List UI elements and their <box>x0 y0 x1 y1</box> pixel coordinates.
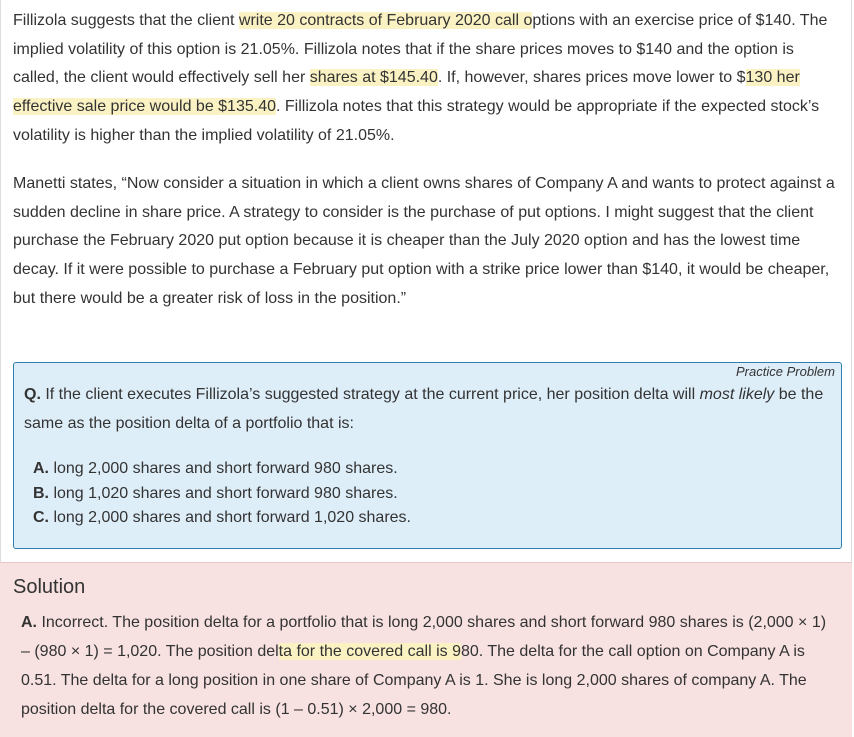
choice-text: long 1,020 shares and short forward 980 shares. <box>49 484 398 502</box>
text-run: . Fillizola notes that this strategy would be appropriate if the expected stock’s volatility is higher than the implied volatility of 21.05%. <box>13 98 820 144</box>
practice-problem-label: Practice Problem <box>736 364 835 379</box>
text-run: . If, however, shares prices move lower to $ <box>437 69 746 87</box>
text-run: ptions with an exercise price of $140. The implied volatility of this option is 21.05%. Fillizola notes that if the share prices moves to $140 and the option is called, the client would effectively sell her <box>13 12 828 87</box>
question-text <box>24 381 834 438</box>
question-prefix: Q. <box>24 386 41 403</box>
highlighted-text: write 20 contracts of February 2020 call o <box>238 12 533 29</box>
text-run: 80. The delta for the call option on Company A is 0.51. The delta for a long position in one share of Company A is 1. She is long 2,000 shares of company A. The position delta for the covered call is (1 – 0.51) × 2,000 = 980. <box>21 643 807 718</box>
choice-a[interactable] <box>33 457 411 482</box>
solution-title: Solution <box>13 576 86 598</box>
text-run: Fillizola suggests that the client <box>13 12 239 29</box>
choice-text: long 2,000 shares and short forward 980 shares. <box>49 460 398 477</box>
choice-text: long 2,000 shares and short forward 1,020 shares. <box>49 509 411 526</box>
choice-c[interactable] <box>33 506 411 531</box>
passage-paragraph-2: Manetti states, “Now consider a situation in which a client owns shares of Company A and wants to protect against a sudden decline in share price. A strategy to consider is the purchase of put options. I might suggest that the client purchase the February 2020 put option because it is cheaper than the July 2020 option and has the lowest time decay. If it were possible to purchase a February put option with a strike price lower than $140, it would be cheaper, but there would be a greater risk of loss in the position.” <box>13 175 835 307</box>
question-after: be the same as the position delta of a portfolio that is: <box>24 386 824 432</box>
choice-letter: A. <box>33 460 49 477</box>
highlighted-text: ta for the covered call is 9 <box>278 643 461 660</box>
question-emphasis: most likely <box>699 386 775 403</box>
choice-letter: C. <box>33 509 49 526</box>
passage-paragraph-1 <box>13 7 843 151</box>
solution-panel <box>0 562 852 737</box>
text-run: Incorrect. The position delta for a portfolio that is long 2,000 shares and short forward 980 shares is (2,000 × 1) – (980 × 1) = 1,020. The position del <box>21 614 827 660</box>
highlighted-text: shares at $145.40 <box>309 69 438 87</box>
solution-explanation-a <box>21 608 836 724</box>
practice-problem-box <box>13 362 842 549</box>
choice-letter: B. <box>33 484 49 502</box>
answer-choices <box>33 457 411 531</box>
solution-letter: A. <box>21 614 37 631</box>
question-before: If the client executes Fillizola’s suggested strategy at the current price, her position delta will <box>40 386 700 403</box>
solution-text <box>21 614 826 718</box>
highlighted-text: 130 her effective sale price would be $135.40 <box>13 69 800 116</box>
choice-b[interactable] <box>33 482 411 507</box>
